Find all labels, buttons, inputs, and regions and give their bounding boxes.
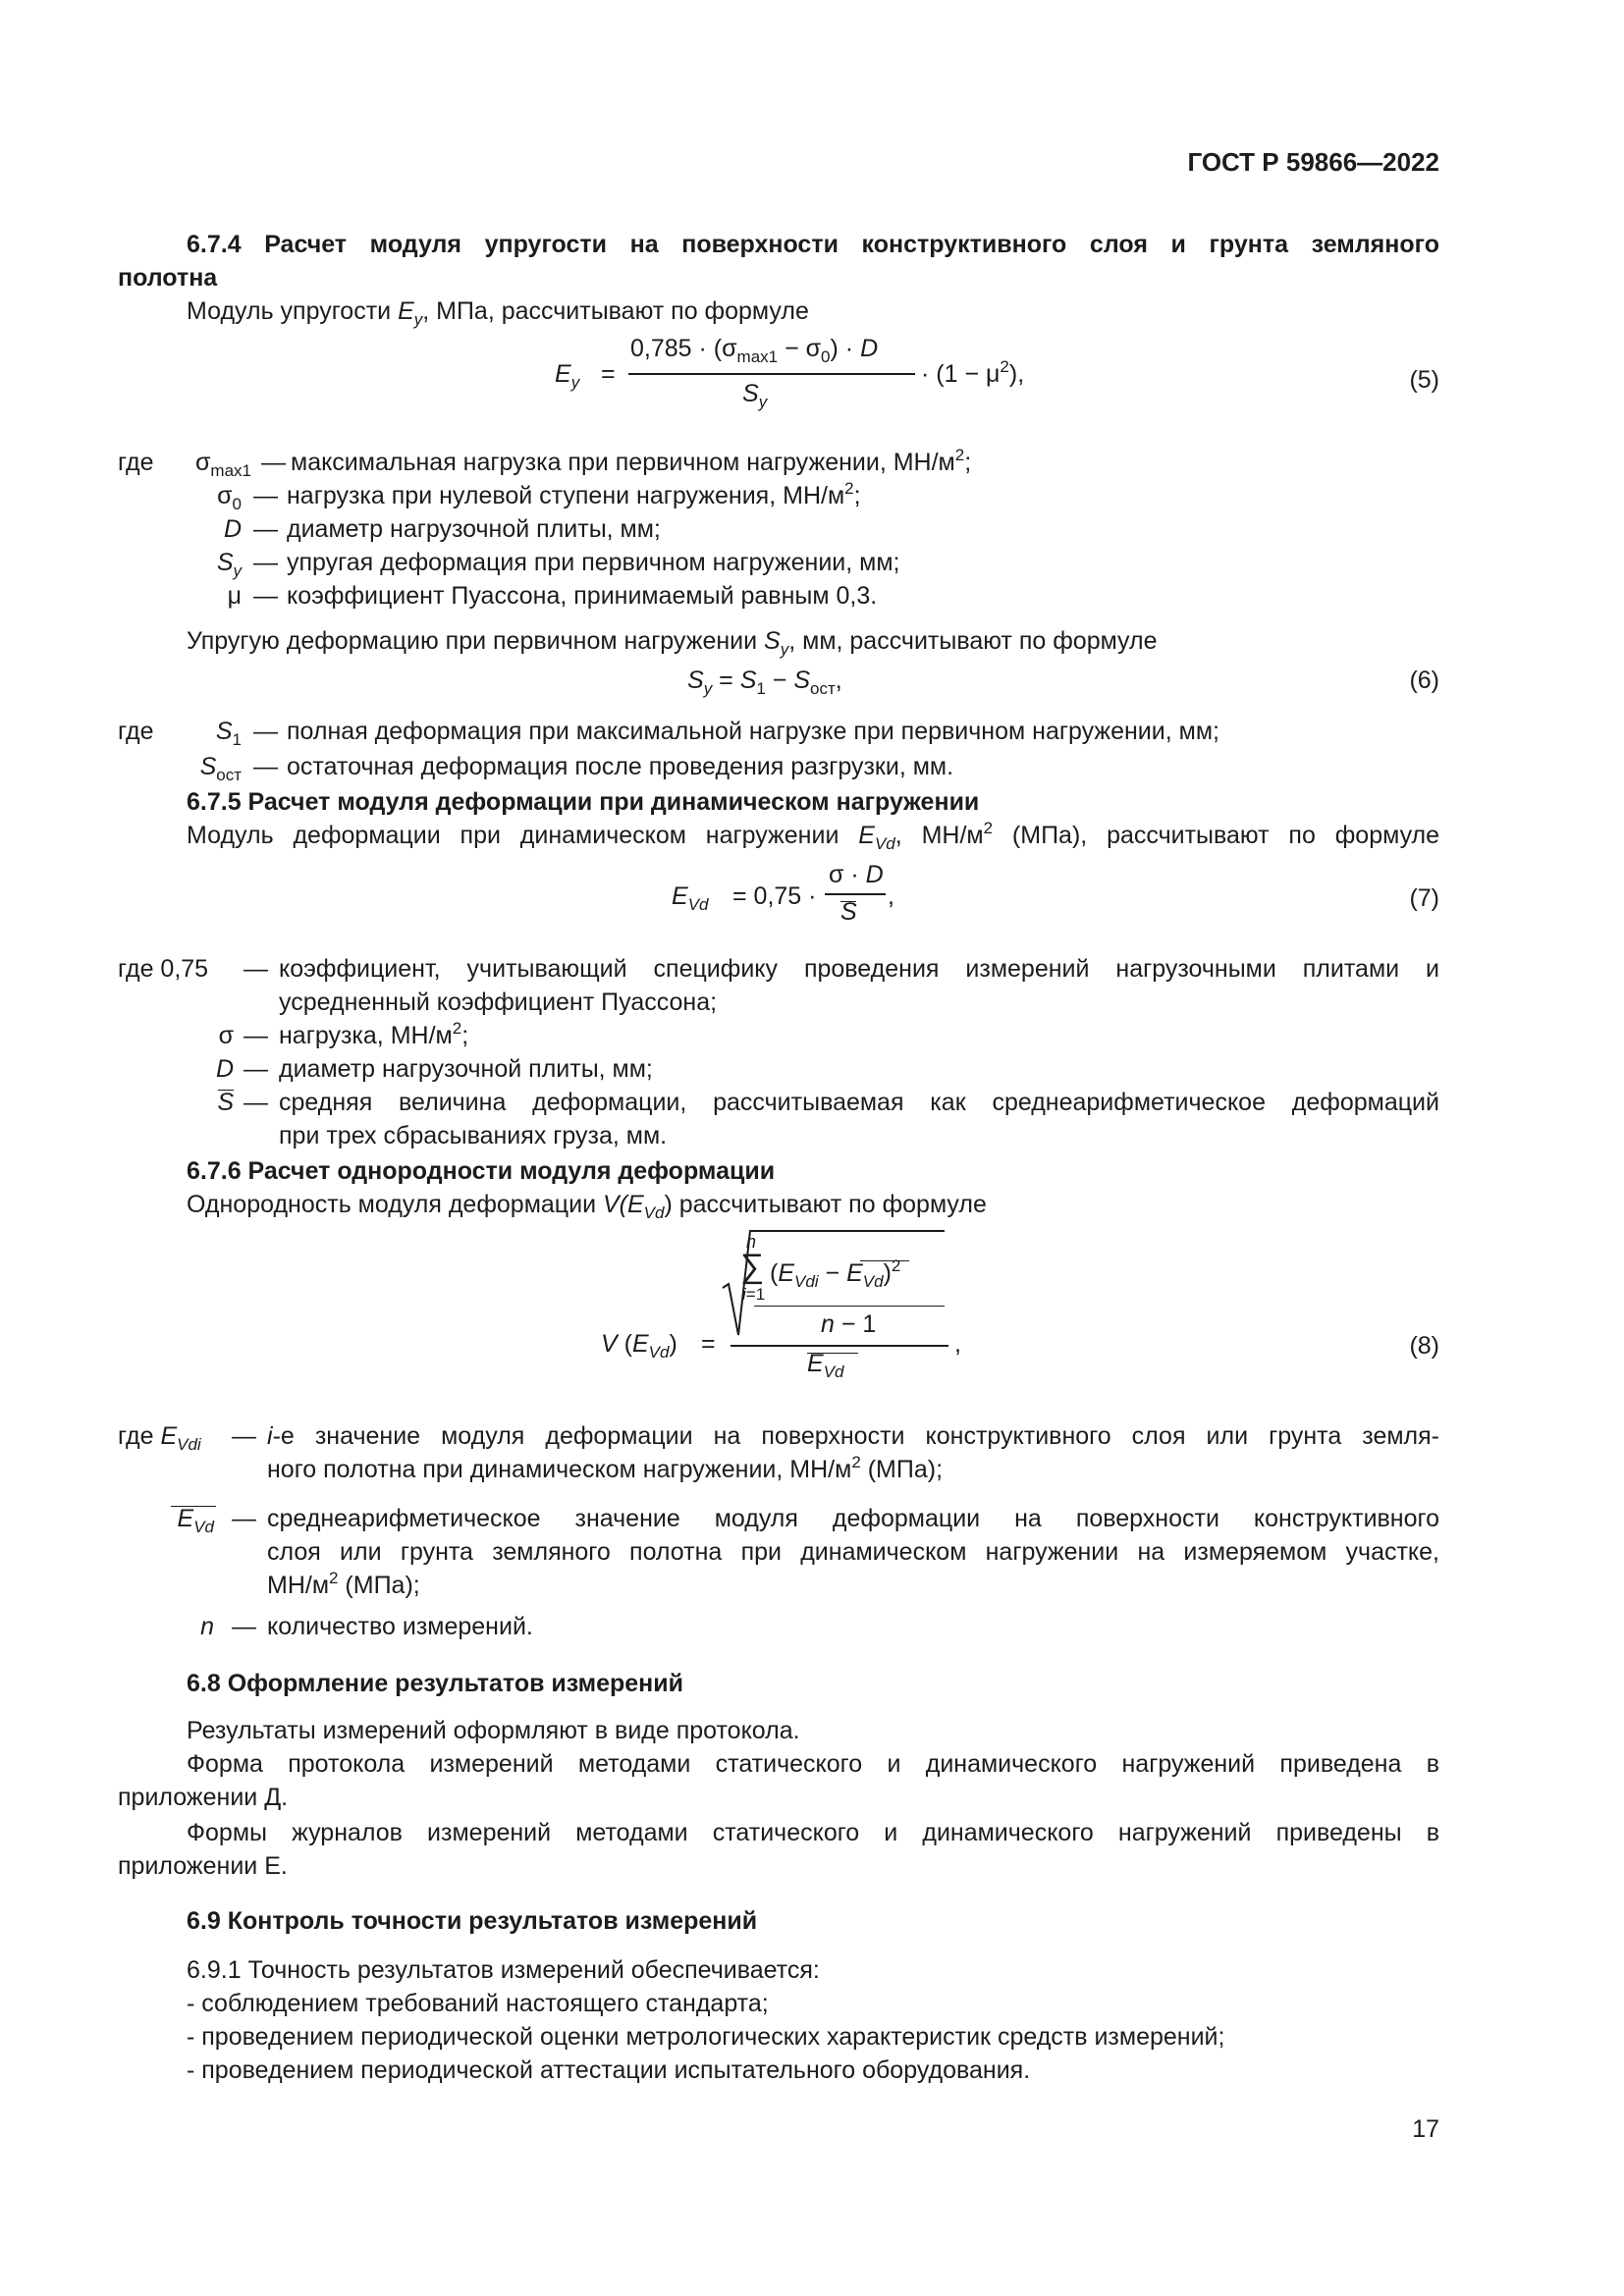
equation-number-5: (5) bbox=[1409, 366, 1439, 394]
dash: — bbox=[232, 1505, 256, 1532]
def-EVdi-line2: ного полотна при динамическом нагружении, $МН/м^2$ (МПа); bbox=[267, 1453, 944, 1483]
section-68-p2-line1: Форма протокола измерений методами статического и динамического нагружений приведена в bbox=[187, 1750, 1439, 1778]
section-68-p3-line2: приложении Е. bbox=[118, 1852, 288, 1880]
equation-number-6: (6) bbox=[1409, 667, 1439, 694]
section-69-title: 6.9 Контроль точности результатов измерений bbox=[187, 1907, 758, 1935]
section-674-title-cont: полотна bbox=[118, 264, 218, 292]
section-676-title: 6.7.6 Расчет однородности модуля деформации bbox=[187, 1157, 776, 1185]
def-EVdi-line1: i-е значение модуля деформации на поверхности конструктивного слоя или грунта земля- bbox=[267, 1422, 1439, 1450]
elastic-intro: Упругую деформацию при первичном нагружении $S_y$, мм, рассчитывают по формуле bbox=[187, 627, 1158, 659]
symbol-EVd-mean: $E_{Vd}$ bbox=[177, 1505, 214, 1536]
symbol-sigma-max1: $\sigma_{max1}$ bbox=[194, 449, 251, 480]
section-68-p1: Результаты измерений оформляют в виде протокола. bbox=[187, 1717, 800, 1744]
def-n: количество измерений. bbox=[267, 1613, 533, 1640]
dash: — bbox=[253, 482, 278, 509]
formula-8: V $(E_{Vd})$ = n ∑ i=1 $(E_{Vdi} - E_{Vd})^2$ n − 1 $E_{Vd}$ , bbox=[589, 1227, 982, 1414]
page-number: 17 bbox=[1412, 2115, 1439, 2143]
where-label: где bbox=[118, 449, 154, 476]
section-68-p2-line2: приложении Д. bbox=[118, 1784, 289, 1811]
section-68-p3-line1: Формы журналов измерений методами статического и динамического нагружений приведены в bbox=[187, 1819, 1439, 1846]
section-69-p1: 6.9.1 Точность результатов измерений обеспечивается: bbox=[187, 1956, 820, 1984]
symbol-Sost: $S_{ост}$ bbox=[199, 753, 242, 784]
where-label-8: где $E_{Vdi}$ bbox=[118, 1422, 201, 1454]
section-674-title: 6.7.4 Расчет модуля упругости на поверхности конструктивного слоя и грунта земляного bbox=[187, 231, 1439, 258]
dash: — bbox=[232, 1422, 256, 1450]
symbol-sigma-0: $\sigma_0$ bbox=[217, 482, 242, 513]
dash: — bbox=[253, 718, 278, 745]
def-sigma-max1: максимальная нагрузка при первичном нагружении, $МН/м^2$; bbox=[291, 446, 972, 476]
where-label-6: где bbox=[118, 718, 154, 745]
list-item: - проведением периодической оценки метрологических характеристик средств измерений; bbox=[187, 2023, 1225, 2051]
equation-number-7: (7) bbox=[1409, 884, 1439, 912]
symbol-sigma: σ bbox=[218, 1022, 234, 1049]
def-sigma: нагрузка, $МН/м^2$; bbox=[279, 1019, 469, 1049]
section-676-intro: Однородность модуля деформации $V(E_{Vd})$ рассчитывают по формуле bbox=[187, 1191, 987, 1222]
def-D: диаметр нагрузочной плиты, мм; bbox=[287, 515, 661, 543]
symbol-D-7: D bbox=[215, 1055, 234, 1083]
symbol-D: D bbox=[223, 515, 242, 543]
dash: — bbox=[244, 1089, 268, 1116]
symbol-n: n bbox=[200, 1613, 214, 1640]
def-S1: полная деформация при максимальной нагрузке при первичном нагружении, мм; bbox=[287, 718, 1219, 745]
symbol-S-bar: S bbox=[217, 1089, 234, 1116]
symbol-mu: μ bbox=[227, 582, 242, 610]
dash: — bbox=[253, 582, 278, 610]
where-coef: где 0,75 bbox=[118, 955, 209, 983]
def-EVd-line2: слоя или грунта земляного полотна при динамическом нагружении на измеряемом участке, bbox=[267, 1538, 1439, 1566]
def-EVd-line3: $МН/м^2$ (МПа); bbox=[267, 1569, 420, 1599]
list-item: - соблюдением требований настоящего стандарта; bbox=[187, 1990, 769, 2017]
def-coef-line2: усредненный коэффициент Пуассона; bbox=[279, 988, 718, 1016]
dash: — bbox=[253, 753, 278, 780]
formula-6: $S_y = S_1 - S_{ост}$, bbox=[687, 667, 842, 698]
formula-7: $E_{Vd}$ = 0,75 · σ · D S , bbox=[672, 861, 894, 926]
list-item: - проведением периодической аттестации испытательного оборудования. bbox=[187, 2056, 1031, 2084]
dash: — bbox=[232, 1613, 256, 1640]
section-68-title: 6.8 Оформление результатов измерений bbox=[187, 1670, 684, 1697]
def-D-7: диаметр нагрузочной плиты, мм; bbox=[279, 1055, 653, 1083]
dash: — bbox=[244, 1022, 268, 1049]
dash: — bbox=[253, 515, 278, 543]
section-675-title: 6.7.5 Расчет модуля деформации при динамическом нагружении bbox=[187, 788, 980, 816]
section-674-intro: Модуль упругости $E_y$, МПа, рассчитывают по формуле bbox=[187, 297, 809, 329]
dash: — bbox=[261, 449, 286, 476]
dash: — bbox=[244, 955, 268, 983]
def-Sy: упругая деформация при первичном нагружении, мм; bbox=[287, 549, 900, 576]
def-Sost: остаточная деформация после проведения разгрузки, мм. bbox=[287, 753, 954, 780]
standard-header: ГОСТ Р 59866—2022 bbox=[1187, 147, 1439, 177]
def-EVd-line1: среднеарифметическое значение модуля деформации на поверхности конструктивного bbox=[267, 1505, 1439, 1532]
def-coef-line1: коэффициент, учитывающий специфику проведения измерений нагрузочными плитами и bbox=[279, 955, 1439, 983]
def-mu: коэффициент Пуассона, принимаемый равным 0,3. bbox=[287, 582, 878, 610]
def-S-bar-line2: при трех сбрасываниях груза, мм. bbox=[279, 1122, 668, 1149]
section-675-intro: Модуль деформации при динамическом нагружении $E_{Vd}$, $МН/м^2$ (МПа), рассчитывают по формуле bbox=[187, 819, 1440, 853]
symbol-Sy: $S_y$ bbox=[216, 549, 242, 580]
equation-number-8: (8) bbox=[1409, 1332, 1439, 1360]
def-S-bar-line1: средняя величина деформации, рассчитываемая как среднеарифметическое деформаций bbox=[279, 1089, 1439, 1116]
formula-5: $E_y$ = $0,785 \cdot (\sigma_{max1} - \sigma_0) \cdot D$ $S_y$ · $(1 - \mu^2)$, bbox=[555, 335, 1025, 411]
symbol-S1: $S_1$ bbox=[215, 718, 242, 749]
dash: — bbox=[244, 1055, 268, 1083]
def-sigma-0: нагрузка при нулевой ступени нагружения, $МН/м^2$; bbox=[287, 479, 861, 509]
dash: — bbox=[253, 549, 278, 576]
